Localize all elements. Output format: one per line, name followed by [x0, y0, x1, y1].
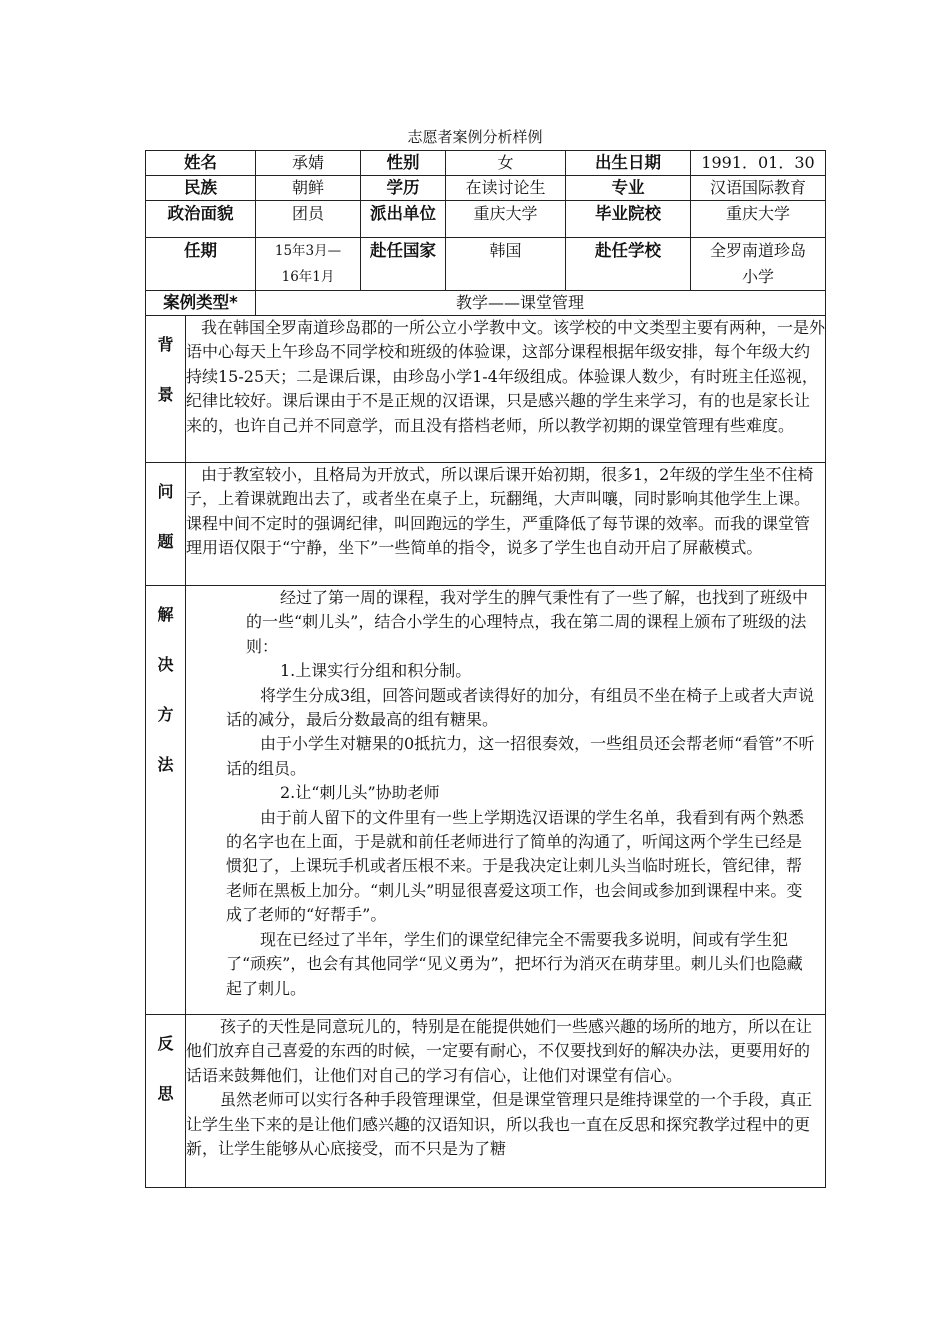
- table-row: [146, 176, 826, 201]
- country-value: 韩国: [446, 238, 566, 291]
- term-value: [256, 238, 361, 291]
- solution-label-char: 方: [157, 705, 174, 724]
- background-body: [186, 316, 826, 463]
- solution-paragraph: 将学生分成3组，回答问题或者读得好的加分，有组员不坐在椅子上或者大声说话的减分，最后分数最高的组有糖果。: [226, 685, 815, 730]
- reflection-label-char: 思: [157, 1084, 174, 1103]
- political-label: 政治面貌: [146, 201, 256, 238]
- problem-label-char: 题: [157, 532, 174, 551]
- graduate-value: 重庆大学: [691, 201, 826, 238]
- major-value: 汉语国际教育: [691, 176, 826, 201]
- solution-label-char: 决: [157, 655, 174, 674]
- political-value: 团员: [256, 201, 361, 238]
- education-label: 学历: [361, 176, 446, 201]
- background-label-char: 景: [157, 385, 174, 404]
- background-paragraph: 我在韩国全罗南道珍岛郡的一所公立小学教中文。该学校的中文类型主要有两种，一是外语中心每天上午珍岛不同学校和班级的体验课，这部分课程根据年级安排，每个年级大约持续15-25天；二是课后课，由珍岛小学1-4年级组成。体验课人数少，有时班主任巡视，纪律比较好。课后课由于不是正规的汉语课，只是感兴趣的学生来学习，有的也是家长让来的，也许自己并不同意学，而且没有搭档老师，所以教学初期的课堂管理有些难度。: [186, 318, 826, 435]
- dispatch-value: 重庆大学: [446, 201, 566, 238]
- school-line-1: 全罗南道珍岛: [709, 241, 806, 260]
- table-row: [146, 291, 826, 316]
- solution-label: [146, 586, 186, 1015]
- school-label: 赴任学校: [566, 238, 691, 291]
- solution-item-2: 2.让“刺儿头”协助老师: [280, 783, 440, 803]
- section-solution: [146, 586, 826, 1015]
- problem-label-char: 问: [157, 482, 174, 501]
- solution-label-char: 解: [157, 605, 174, 624]
- reflection-body: [186, 1015, 826, 1188]
- birth-label: 出生日期: [566, 151, 691, 176]
- table-row: [146, 151, 826, 176]
- reflection-label: [146, 1015, 186, 1188]
- case-type-value: 教学——课堂管理: [256, 291, 826, 316]
- solution-intro: 经过了第一周的课程，我对学生的脾气秉性有了一些了解，也找到了班级中的一些“刺儿头”，结合小学生的心理特点，我在第二周的课程上颁布了班级的法则：: [246, 588, 809, 656]
- education-value: 在读讨论生: [446, 176, 566, 201]
- problem-paragraph: 由于教室较小，且格局为开放式，所以课后课开始初期，很多1，2年级的学生坐不住椅子，上着课就跑出去了，或者坐在桌子上，玩翻绳，大声叫嚷，同时影响其他学生上课。课程中间不定时的强调纪律，叫回跑远的学生，严重降低了每节课的效率。而我的课堂管理用语仅限于“宁静，坐下”一些简单的指令，说多了学生也自动开启了屏蔽模式。: [186, 465, 814, 558]
- section-problem: [146, 463, 826, 586]
- gender-value: 女: [446, 151, 566, 176]
- birth-value: 1991．01．30: [691, 151, 826, 176]
- background-label-char: 背: [157, 335, 174, 354]
- case-analysis-table: [145, 150, 826, 1188]
- solution-body: [186, 586, 826, 1015]
- solution-paragraph: 现在已经过了半年，学生们的课堂纪律完全不需要我多说明，间或有学生犯了“顽疾”，也会有其他同学“见义勇为”，把坏行为消灭在萌芽里。刺儿头们也隐藏起了刺儿。: [226, 929, 803, 998]
- name-value: 承婧: [256, 151, 361, 176]
- section-background: [146, 316, 826, 463]
- problem-body: [186, 463, 826, 586]
- reflection-paragraph: 虽然老师可以实行各种手段管理课堂，但是课堂管理只是维持课堂的一个手段，真正让学生坐下来的是让他们感兴趣的汉语知识，所以我也一直在反思和探究教学过程中的更新，让学生能够从心底接受，而不只是为了糖: [186, 1090, 813, 1159]
- school-value: [691, 238, 826, 291]
- dispatch-label: 派出单位: [361, 201, 446, 238]
- gender-label: 性别: [361, 151, 446, 176]
- solution-paragraph: 由于小学生对糖果的0抵抗力，这一招很奏效，一些组员还会帮老师“看管”不听话的组员。: [226, 734, 815, 778]
- term-line-2: 16年1月: [281, 269, 335, 285]
- problem-label: [146, 463, 186, 586]
- ethnicity-label: 民族: [146, 176, 256, 201]
- document-title: 志愿者案例分析样例: [407, 128, 543, 146]
- background-label: [146, 316, 186, 463]
- country-label: 赴任国家: [361, 238, 446, 291]
- term-label: 任期: [146, 238, 256, 291]
- name-label: 姓名: [146, 151, 256, 176]
- case-type-label: 案例类型*: [146, 291, 256, 316]
- solution-label-char: 法: [157, 755, 174, 774]
- section-reflection: [146, 1015, 826, 1188]
- table-row: [146, 201, 826, 238]
- solution-paragraph: 由于前人留下的文件里有一些上学期选汉语课的学生名单，我看到有两个熟悉的名字也在上面，于是就和前任老师进行了简单的沟通了，听闻这两个学生已经是惯犯了，上课玩手机或者压根不来。于是我决定让刺儿头当临时班长，管纪律，帮老师在黑板上加分。“刺儿头”明显很喜爱这项工作，也会间或参加到课程中来。变成了老师的“好帮手”。: [226, 807, 805, 925]
- ethnicity-value: 朝鲜: [256, 176, 361, 201]
- term-line-1: 15年3月—: [274, 243, 342, 259]
- solution-item-1: 1.上课实行分组和积分制。: [280, 661, 472, 681]
- table-row: [146, 238, 826, 291]
- school-line-2: 小学: [741, 267, 774, 286]
- graduate-label: 毕业院校: [566, 201, 691, 238]
- major-label: 专业: [566, 176, 691, 201]
- reflection-label-char: 反: [157, 1034, 174, 1053]
- reflection-paragraph: 孩子的天性是同意玩儿的，特别是在能提供她们一些感兴趣的场所的地方，所以在让他们放弃自己喜爱的东西的时候，一定要有耐心，不仅要找到好的解决办法，更要用好的话语来鼓舞他们，让他们对自己的学习有信心，让他们对课堂有信心。: [186, 1017, 813, 1085]
